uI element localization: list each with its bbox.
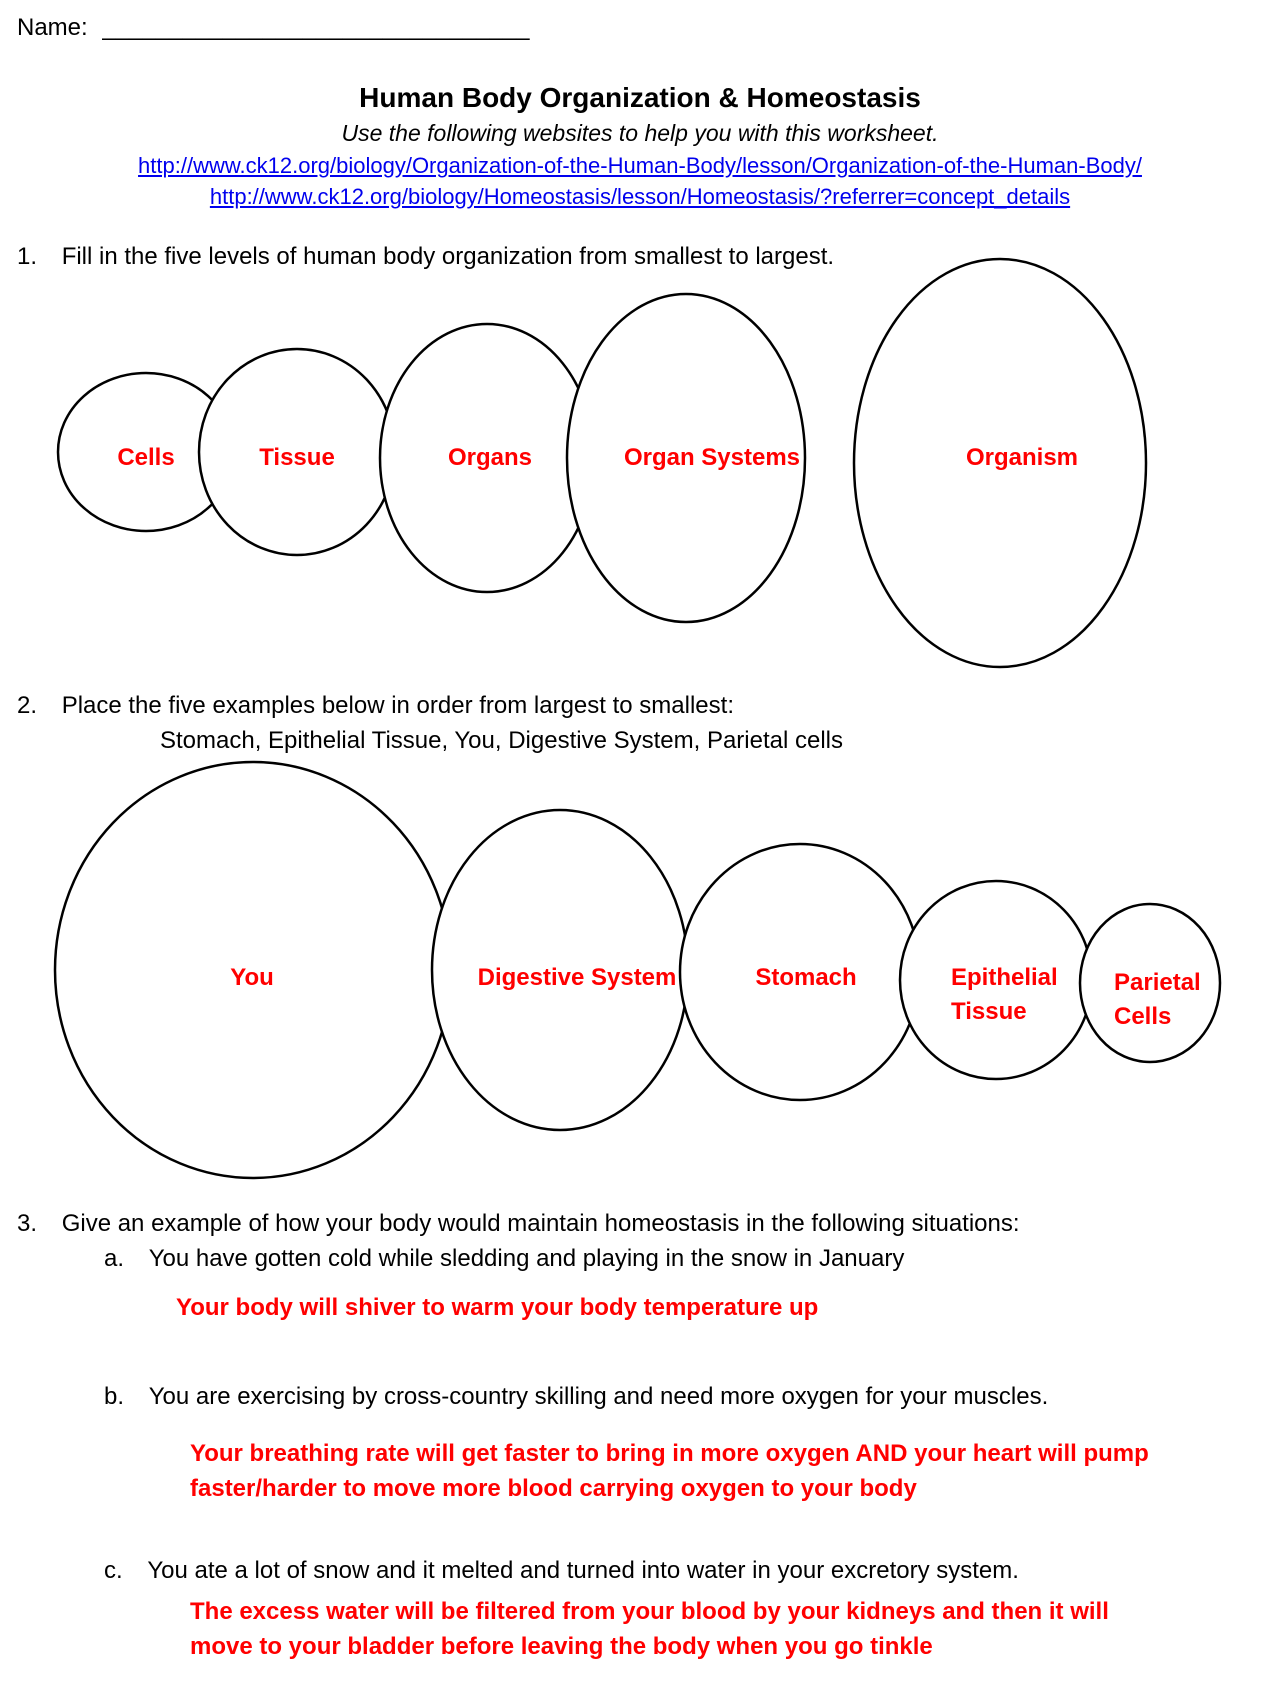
examples-order-diagram: [0, 755, 1280, 1185]
question-3c-letter: c.: [104, 1557, 123, 1584]
question-2-text: Place the five examples below in order from largest to smallest:: [61, 692, 734, 719]
question-2-examples: Stomach, Epithelial Tissue, You, Digestive System, Parietal cells: [160, 727, 843, 754]
question-2: [17, 692, 734, 720]
page-title: Human Body Organization & Homeostasis: [359, 82, 921, 113]
question-3a-letter: a.: [104, 1245, 125, 1272]
page-subtitle: Use the following websites to help you with this worksheet.: [341, 120, 939, 146]
question-3-text: Give an example of how your body would maintain homeostasis in the following situations:: [61, 1210, 1020, 1237]
question-3: [17, 1210, 1020, 1238]
level-5-answer: Organism: [965, 444, 1079, 471]
example-1-answer: You: [230, 964, 274, 991]
ck12-homeostasis-link[interactable]: http://www.ck12.org/biology/Homeostasis/lesson/Homeostasis/?referrer=concept_details: [209, 184, 1071, 209]
example-2-answer: Digestive System: [477, 964, 677, 991]
question-3c-prompt: You ate a lot of snow and it melted and turned into water in your excretory system.: [147, 1557, 1019, 1584]
question-3-number: 3.: [17, 1210, 38, 1237]
answer-3b-line-1: Your breathing rate will get faster to bring in more oxygen AND your heart will pump: [190, 1440, 1149, 1467]
answer-3c-line-1: The excess water will be filtered from your blood by your kidneys and then it will: [190, 1598, 1109, 1625]
example-4-answer-line-1: Epithelial: [951, 964, 1058, 991]
name-field[interactable]: [17, 14, 529, 42]
question-1-number: 1.: [17, 243, 38, 270]
ck12-organization-link[interactable]: http://www.ck12.org/biology/Organization-of-the-Human-Body/lesson/Organization-of-the-Human-Body/: [138, 153, 1142, 178]
level-2-answer: Tissue: [259, 444, 335, 471]
question-3b: [104, 1383, 1048, 1411]
name-blank[interactable]: ________________________________: [102, 14, 530, 41]
example-4-answer-line-2: Tissue: [951, 998, 1027, 1025]
example-5-answer-line-1: Parietal: [1114, 969, 1201, 996]
example-5-answer-line-2: Cells: [1114, 1003, 1172, 1030]
level-1-answer: Cells: [117, 444, 175, 471]
question-3b-letter: b.: [104, 1383, 125, 1410]
level-4-answer: Organ Systems: [623, 444, 801, 471]
question-1-text: Fill in the five levels of human body organization from smallest to largest.: [61, 243, 835, 270]
question-3a: [104, 1245, 904, 1273]
name-label: Name:: [17, 14, 88, 41]
answer-3a-line-1: Your body will shiver to warm your body temperature up: [176, 1294, 819, 1321]
question-3b-prompt: You are exercising by cross-country skilling and need more oxygen for your muscles.: [148, 1383, 1049, 1410]
answer-3b-line-2: faster/harder to move more blood carrying oxygen to your body: [190, 1475, 917, 1502]
answer-3c-line-2: move to your bladder before leaving the body when you go tinkle: [190, 1633, 933, 1660]
level-3-answer: Organs: [447, 444, 533, 471]
question-2-number: 2.: [17, 692, 38, 719]
question-3a-prompt: You have gotten cold while sledding and playing in the snow in January: [148, 1245, 905, 1272]
question-3c: [104, 1557, 1019, 1585]
organization-levels-diagram: [0, 255, 1280, 685]
example-3-answer: Stomach: [755, 964, 857, 991]
